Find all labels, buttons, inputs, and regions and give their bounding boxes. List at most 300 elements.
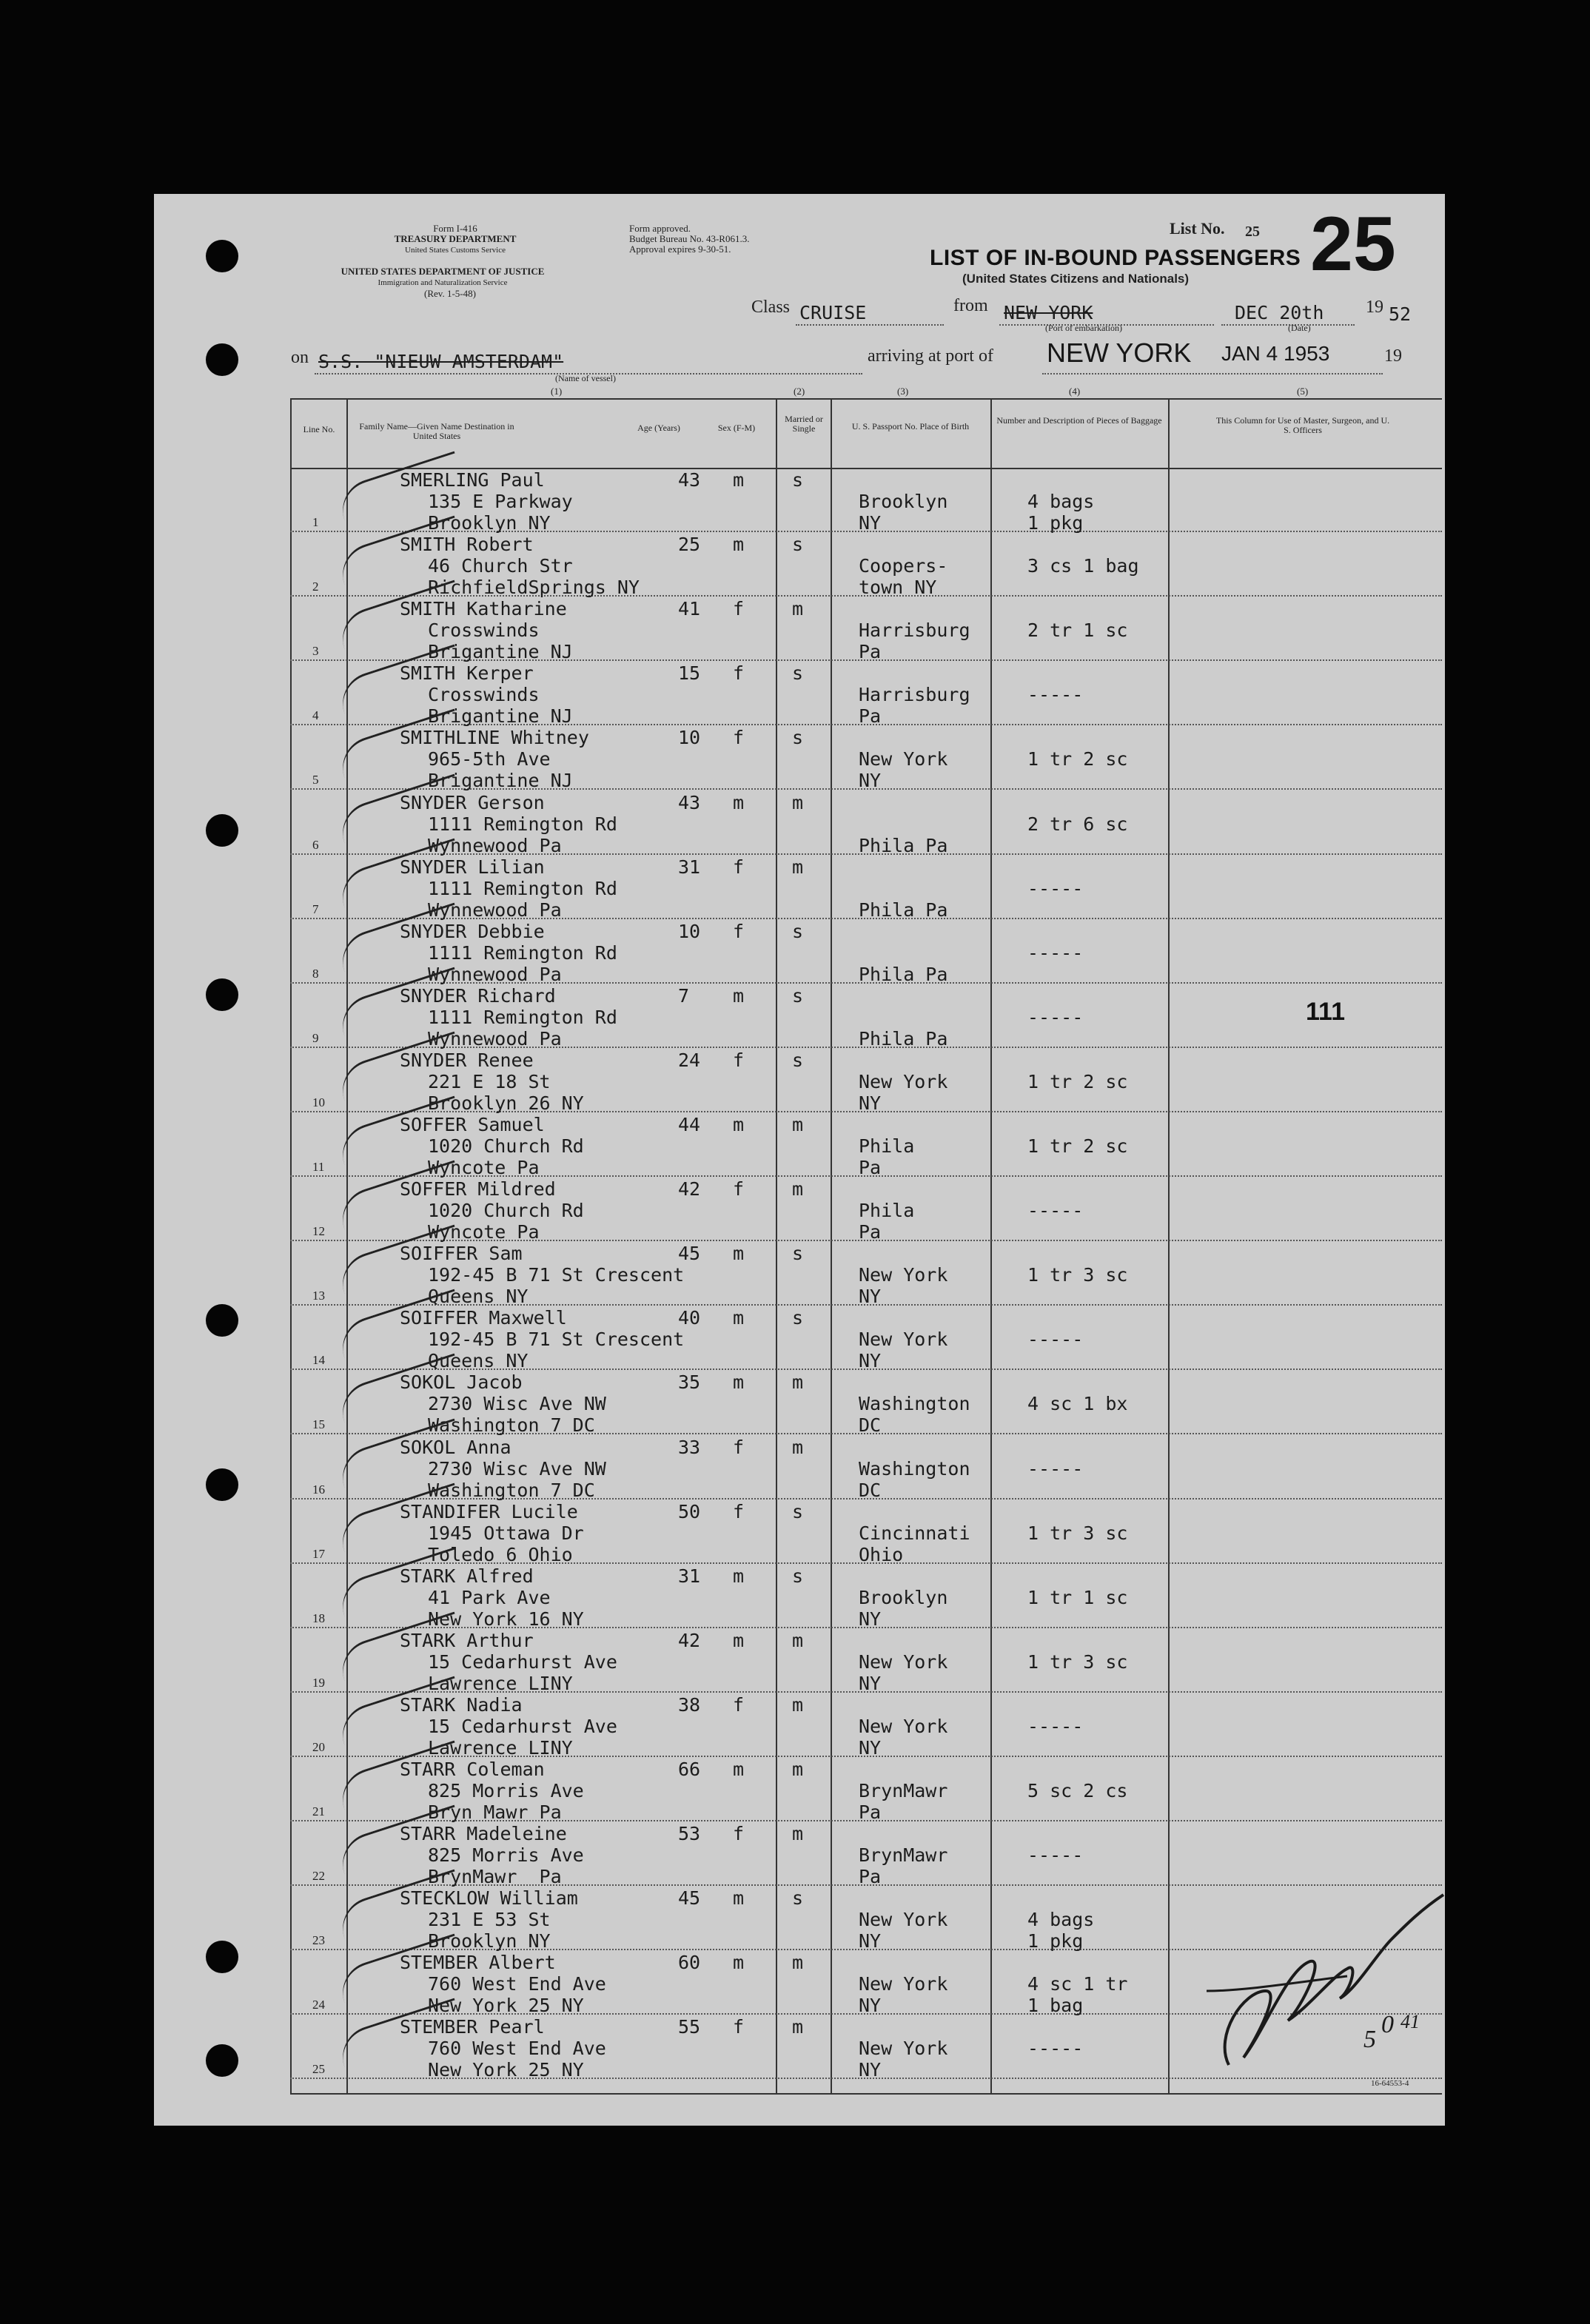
line-number: 20	[312, 1739, 325, 1754]
list-title: LIST OF IN-BOUND PASSENGERS	[930, 246, 1301, 270]
cell-ms: s	[792, 1049, 804, 1071]
cell-ms: m	[792, 598, 804, 620]
cell-g1: -----	[1027, 877, 1084, 899]
table-row	[290, 725, 1442, 790]
cell-sex: m	[733, 1887, 745, 1910]
justice-dept: UNITED STATES DEPARTMENT OF JUSTICE	[341, 266, 545, 277]
cell-ms: m	[792, 1759, 804, 1780]
table-row	[290, 597, 1442, 661]
cell-ms: s	[792, 727, 804, 749]
table-row	[290, 919, 1442, 984]
cell-b2: NY	[859, 1736, 882, 1759]
cell-addr2: Wynnewood Pa	[428, 1027, 562, 1050]
cell-addr2: Wynnewood Pa	[428, 899, 562, 921]
cell-g1: 2 tr 1 sc	[1027, 619, 1128, 642]
cell-ms: m	[792, 1436, 804, 1458]
cell-g1: 1 tr 3 sc	[1027, 1522, 1128, 1544]
table-row	[290, 1370, 1442, 1437]
cell-age: 38	[678, 1693, 701, 1716]
cell-addr1: 192-45 B 71 St Crescent	[428, 1329, 685, 1351]
year-prefix: 19	[1366, 298, 1383, 317]
cell-b1: New York	[859, 1973, 948, 1995]
line-number: 6	[312, 837, 319, 852]
cell-addr2: Wyncote Pa	[428, 1157, 540, 1178]
footer-code: 16-64553-4	[1371, 2079, 1409, 2088]
col-mark-1: (1)	[551, 386, 563, 397]
cell-sex: m	[733, 1952, 745, 1974]
cell-name: SOIFFER Maxwell	[400, 1307, 567, 1329]
cell-ms: m	[792, 1178, 804, 1200]
cell-b1: New York	[859, 2038, 948, 2060]
cell-b2: Phila Pa	[859, 1027, 948, 1050]
cell-b2: NY	[859, 1995, 882, 2017]
cell-addr2: Queens NY	[428, 1350, 529, 1372]
binder-hole	[206, 240, 238, 272]
cell-ms: s	[792, 534, 804, 556]
cell-addr1: 1945 Ottawa Dr	[428, 1522, 584, 1544]
cell-g1: -----	[1027, 1844, 1084, 1867]
cell-name: SNYDER Lilian	[400, 856, 545, 878]
year-value: 52	[1389, 303, 1412, 325]
cell-g1: 5 sc 2 cs	[1027, 1780, 1128, 1801]
cell-ms: m	[792, 1952, 804, 1974]
cell-age: 42	[678, 1178, 701, 1200]
table-row	[290, 1564, 1442, 1628]
cell-b2: NY	[859, 1672, 882, 1694]
cell-name: SMITH Kerper	[400, 662, 534, 685]
cell-ms: s	[792, 1565, 804, 1587]
cell-b2: NY	[859, 1092, 882, 1114]
cell-addr2: Lawrence LINY	[428, 1736, 573, 1759]
cell-age: 10	[678, 920, 701, 942]
cell-b1: Cincinnati	[859, 1522, 970, 1544]
cell-g1: 1 tr 3 sc	[1027, 1264, 1128, 1286]
cell-name: SMERLING Paul	[400, 469, 545, 491]
cell-b1: Brooklyn	[859, 491, 948, 512]
cell-addr2: Brigantine NJ	[428, 705, 573, 728]
cell-addr2: BrynMawr Pa	[428, 1866, 562, 1888]
cell-g1: -----	[1027, 941, 1084, 964]
cell-age: 43	[678, 791, 701, 813]
arriving-label: arriving at port of	[868, 346, 993, 366]
line-number: 11	[312, 1160, 325, 1174]
cell-name: SMITH Robert	[400, 534, 534, 556]
cell-name: STANDIFER Lucile	[400, 1500, 578, 1522]
inspector-signature	[1199, 1880, 1451, 2087]
cell-addr2: Bryn Mawr Pa	[428, 1801, 562, 1823]
cell-name: SOFFER Samuel	[400, 1114, 545, 1135]
cell-age: 35	[678, 1371, 701, 1394]
cell-addr1: 135 E Parkway	[428, 491, 573, 512]
cell-name: STARK Arthur	[400, 1629, 534, 1651]
line-number: 13	[312, 1289, 325, 1303]
from-value: NEW YORK	[1004, 302, 1093, 323]
cell-age: 31	[678, 856, 701, 878]
cell-addr1: 1020 Church Rd	[428, 1135, 584, 1157]
cell-addr1: Crosswinds	[428, 619, 540, 642]
cell-age: 66	[678, 1759, 701, 1780]
list-no-label: List No.	[1170, 219, 1225, 238]
col-header-age: Age (Years)	[637, 423, 680, 433]
cell-age: 53	[678, 1823, 701, 1845]
cell-name: SNYDER Renee	[400, 1049, 534, 1071]
line-number: 3	[312, 644, 319, 659]
class-label: Class	[751, 298, 791, 317]
cell-sex: f	[733, 598, 745, 620]
cell-addr1: 1111 Remington Rd	[428, 1006, 617, 1028]
cell-sex: m	[733, 1307, 745, 1329]
year-suffix: 19	[1384, 346, 1402, 366]
cell-age: 50	[678, 1500, 701, 1522]
cell-sex: f	[733, 1049, 745, 1071]
cell-g2: 1 bag	[1027, 1995, 1084, 2017]
approved-line3: Approval expires 9-30-51.	[629, 244, 731, 255]
cell-addr1: 965-5th Ave	[428, 748, 551, 770]
cell-b1: New York	[859, 1264, 948, 1286]
binder-hole	[206, 814, 238, 847]
line-number: 17	[312, 1546, 325, 1561]
cell-addr1: Crosswinds	[428, 684, 540, 706]
approved-line1: Form approved.	[629, 223, 691, 234]
cell-g1: 4 sc 1 tr	[1027, 1973, 1128, 1995]
line-number: 15	[312, 1417, 325, 1432]
approved-line2: Budget Bureau No. 43-R061.3.	[629, 233, 750, 244]
cell-b1: BrynMawr	[859, 1780, 948, 1801]
line-number: 25	[312, 2062, 325, 2077]
cell-name: STARK Alfred	[400, 1565, 534, 1587]
vessel-note: (Name of vessel)	[555, 373, 616, 383]
cell-ms: m	[792, 1693, 804, 1716]
cell-sex: f	[733, 662, 745, 685]
list-no-big: 25	[1310, 201, 1396, 287]
cell-addr1: 2730 Wisc Ave NW	[428, 1457, 606, 1480]
cell-b1: Brooklyn	[859, 1586, 948, 1608]
cell-b2: town NY	[859, 577, 937, 599]
on-label: on	[291, 348, 309, 367]
col-mark-5: (5)	[1297, 386, 1309, 397]
table-row	[290, 1821, 1442, 1886]
cell-addr2: Washington 7 DC	[428, 1414, 595, 1437]
binder-hole	[206, 343, 238, 376]
cell-addr2: RichfieldSprings NY	[428, 577, 640, 599]
cell-ms: m	[792, 1114, 804, 1135]
cell-b2: DC	[859, 1414, 882, 1437]
cell-sex: m	[733, 534, 745, 556]
cell-addr2: New York 25 NY	[428, 1995, 584, 2017]
cell-b2: NY	[859, 1350, 882, 1372]
table-row	[290, 1435, 1442, 1499]
cell-b2: Phila Pa	[859, 834, 948, 856]
cell-name: STARR Madeleine	[400, 1823, 567, 1845]
cell-b1: Harrisburg	[859, 619, 970, 642]
cell-ms: s	[792, 469, 804, 491]
cell-age: 25	[678, 534, 701, 556]
col-header-married: Married or Single	[785, 414, 823, 434]
cell-addr2: Toledo 6 Ohio	[428, 1543, 573, 1565]
cell-age: 60	[678, 1952, 701, 1974]
table-row	[290, 1693, 1442, 1757]
customs-service: United States Customs Service	[405, 246, 506, 255]
svg-text:41: 41	[1401, 2011, 1420, 2032]
cell-sex: m	[733, 1371, 745, 1394]
col-header-officers: This Column for Use of Master, Surgeon, and U. S. Officers	[1215, 415, 1390, 435]
cell-addr1: 1020 Church Rd	[428, 1200, 584, 1222]
arrival-port-stamp: NEW YORK	[1047, 337, 1192, 368]
cell-b2: Phila Pa	[859, 963, 948, 985]
cell-sex: m	[733, 1565, 745, 1587]
line-number: 8	[312, 966, 319, 981]
cell-g1: -----	[1027, 1329, 1084, 1351]
line-number: 7	[312, 901, 319, 916]
cell-ms: s	[792, 1307, 804, 1329]
cell-b2: DC	[859, 1479, 882, 1501]
cell-addr2: Queens NY	[428, 1286, 529, 1308]
cell-sex: f	[733, 920, 745, 942]
cell-b2: NY	[859, 770, 882, 792]
cell-age: 45	[678, 1243, 701, 1265]
cell-g1: -----	[1027, 684, 1084, 706]
col-header-baggage: Number and Description of Pieces of Baggage	[996, 415, 1162, 426]
cell-b2: NY	[859, 1286, 882, 1308]
cell-age: 15	[678, 662, 701, 685]
from-label: from	[953, 296, 988, 315]
cell-ms: m	[792, 1629, 804, 1651]
table-row	[290, 984, 1442, 1048]
cell-addr1: 221 E 18 St	[428, 1070, 551, 1092]
cell-b1: Phila	[859, 1135, 915, 1157]
cell-b1: New York	[859, 1650, 948, 1673]
cell-age: 40	[678, 1307, 701, 1329]
cell-age: 43	[678, 469, 701, 491]
cell-name: SMITH Katharine	[400, 598, 567, 620]
arrival-date-stamp: JAN 4 1953	[1221, 342, 1330, 365]
cell-sex: f	[733, 1500, 745, 1522]
cell-b1: BrynMawr	[859, 1844, 948, 1867]
col-header-birth: U. S. Passport No. Place of Birth	[851, 421, 970, 431]
cell-sex: m	[733, 984, 745, 1007]
cell-g1: 1 tr 2 sc	[1027, 1135, 1128, 1157]
cell-name: STEMBER Albert	[400, 1952, 556, 1974]
cell-name: SNYDER Richard	[400, 984, 556, 1007]
cell-g1: -----	[1027, 1715, 1084, 1737]
cell-addr1: 1111 Remington Rd	[428, 941, 617, 964]
cell-sex: m	[733, 1114, 745, 1135]
cell-name: STARK Nadia	[400, 1693, 523, 1716]
cell-name: STEMBER Pearl	[400, 2016, 545, 2038]
cell-b2: Pa	[859, 1801, 882, 1823]
cell-b2: Pa	[859, 1157, 882, 1178]
cell-b2: Pa	[859, 705, 882, 728]
cell-addr1: 15 Cedarhurst Ave	[428, 1650, 617, 1673]
cell-ms: s	[792, 1500, 804, 1522]
cell-sex: f	[733, 1693, 745, 1716]
line-number: 1	[312, 515, 319, 529]
cell-b1: Harrisburg	[859, 684, 970, 706]
list-subtitle: (United States Citizens and Nationals)	[962, 272, 1190, 286]
cell-addr1: 192-45 B 71 St Crescent	[428, 1264, 685, 1286]
cell-g2: 1 pkg	[1027, 1930, 1084, 1952]
line-number: 22	[312, 1869, 325, 1884]
cell-addr1: 760 West End Ave	[428, 1973, 606, 1995]
table-row	[290, 661, 1442, 728]
cell-g1: 2 tr 6 sc	[1027, 813, 1128, 835]
cell-addr1: 231 E 53 St	[428, 1909, 551, 1931]
cell-ms: m	[792, 2016, 804, 2038]
cell-ms: m	[792, 1823, 804, 1845]
cell-sex: f	[733, 1823, 745, 1845]
line-number: 9	[312, 1030, 319, 1045]
line-number: 21	[312, 1804, 325, 1818]
cell-g1: 1 tr 1 sc	[1027, 1586, 1128, 1608]
cell-name: SOFFER Mildred	[400, 1178, 556, 1200]
line-number: 18	[312, 1611, 325, 1625]
port-embarkation-note: (Port of embarkation)	[1045, 323, 1122, 333]
cell-b2: Pa	[859, 1221, 882, 1243]
table-row	[290, 1241, 1442, 1306]
cell-addr2: Brigantine NJ	[428, 770, 573, 792]
cell-sex: m	[733, 1629, 745, 1651]
ins-service: Immigration and Naturalization Service	[378, 278, 508, 287]
cell-age: 44	[678, 1114, 701, 1135]
table-row	[290, 855, 1442, 919]
cell-age: 41	[678, 598, 701, 620]
cell-age: 42	[678, 1629, 701, 1651]
cell-addr1: 2730 Wisc Ave NW	[428, 1393, 606, 1415]
cell-ms: m	[792, 791, 804, 813]
cell-b1: Washington	[859, 1457, 970, 1480]
binder-hole	[206, 978, 238, 1011]
cell-addr1: 41 Park Ave	[428, 1586, 551, 1608]
cell-b2: Ohio	[859, 1543, 904, 1565]
cell-age: 7	[678, 984, 690, 1007]
cell-name: SOKOL Jacob	[400, 1371, 523, 1394]
cell-addr2: New York 25 NY	[428, 2059, 584, 2081]
cell-g1: 4 sc 1 bx	[1027, 1393, 1128, 1415]
cell-name: STARR Coleman	[400, 1759, 545, 1780]
line-number: 12	[312, 1224, 325, 1239]
cell-g1: 4 bags	[1027, 491, 1095, 512]
col-mark-2: (2)	[794, 386, 805, 397]
cell-addr1: 825 Morris Ave	[428, 1780, 584, 1801]
cell-addr2: Wynnewood Pa	[428, 834, 562, 856]
binder-hole	[206, 1468, 238, 1501]
svg-text:5: 5	[1363, 2026, 1376, 2053]
table-row	[290, 1628, 1442, 1693]
cell-name: SNYDER Debbie	[400, 920, 545, 942]
vessel-name: S.S. "NIEUW AMSTERDAM"	[318, 351, 564, 372]
cell-ms: s	[792, 984, 804, 1007]
col-mark-3: (3)	[897, 386, 909, 397]
cell-ms: s	[792, 1243, 804, 1265]
officer-note-number: 111	[1306, 998, 1345, 1026]
cell-b2: NY	[859, 1930, 882, 1952]
cell-name: STECKLOW William	[400, 1887, 578, 1910]
cell-g1: 4 bags	[1027, 1909, 1095, 1931]
line-number: 19	[312, 1675, 325, 1690]
cell-sex: f	[733, 727, 745, 749]
cell-b2: Pa	[859, 1866, 882, 1888]
line-number: 24	[312, 1998, 325, 2012]
cell-g1: -----	[1027, 2038, 1084, 2060]
cell-ms: s	[792, 1887, 804, 1910]
col-header-sex: Sex (F-M)	[717, 423, 756, 433]
binder-hole	[206, 2044, 238, 2077]
cell-b2: NY	[859, 512, 882, 534]
form-number: Form I-416	[433, 223, 477, 234]
cell-age: 33	[678, 1436, 701, 1458]
cell-addr1: 46 Church Str	[428, 555, 573, 577]
table-row	[290, 1499, 1442, 1564]
cell-sex: f	[733, 856, 745, 878]
table-row	[290, 1112, 1442, 1177]
cell-b2: NY	[859, 2059, 882, 2081]
date-note: (Date)	[1288, 323, 1311, 333]
col-header-name: Family Name—Given Name Destination in United States	[359, 421, 514, 441]
table-row	[290, 1048, 1442, 1112]
cell-ms: s	[792, 662, 804, 685]
cell-b2: NY	[859, 1608, 882, 1630]
cell-b1: New York	[859, 1715, 948, 1737]
cell-addr2: Brooklyn NY	[428, 512, 551, 534]
col-header-line-no: Line No.	[303, 424, 335, 434]
treasury-dept: TREASURY DEPARTMENT	[394, 233, 517, 244]
line-number: 14	[312, 1353, 325, 1368]
cell-addr2: Brigantine NJ	[428, 641, 573, 663]
cell-age: 24	[678, 1049, 701, 1071]
cell-ms: m	[792, 1371, 804, 1394]
cell-addr2: Lawrence LINY	[428, 1672, 573, 1694]
cell-name: SMITHLINE Whitney	[400, 727, 589, 749]
table-row	[290, 532, 1442, 597]
cell-addr1: 760 West End Ave	[428, 2038, 606, 2060]
line-number: 10	[312, 1095, 325, 1109]
cell-name: SNYDER Gerson	[400, 791, 545, 813]
cell-g1: 1 tr 2 sc	[1027, 748, 1128, 770]
line-number: 23	[312, 1933, 325, 1948]
cell-addr2: Brooklyn NY	[428, 1930, 551, 1952]
cell-addr1: 1111 Remington Rd	[428, 813, 617, 835]
cell-name: SOIFFER Sam	[400, 1243, 523, 1265]
cell-sex: f	[733, 2016, 745, 2038]
cell-b2: Pa	[859, 641, 882, 663]
cell-addr2: New York 16 NY	[428, 1608, 584, 1630]
cell-age: 55	[678, 2016, 701, 2038]
cell-g1: -----	[1027, 1200, 1084, 1222]
line-number: 4	[312, 708, 319, 723]
cell-g1: 3 cs 1 bag	[1027, 555, 1139, 577]
cell-sex: f	[733, 1178, 745, 1200]
cell-addr1: 825 Morris Ave	[428, 1844, 584, 1867]
cell-b1: New York	[859, 1070, 948, 1092]
cell-g1: -----	[1027, 1457, 1084, 1480]
cell-ms: s	[792, 920, 804, 942]
line-number: 16	[312, 1482, 325, 1497]
table-row	[290, 1757, 1442, 1821]
cell-b1: Phila	[859, 1200, 915, 1222]
revision: (Rev. 1-5-48)	[424, 288, 476, 299]
cell-age: 10	[678, 727, 701, 749]
cell-addr2: Brooklyn 26 NY	[428, 1092, 584, 1114]
cell-g1: -----	[1027, 1006, 1084, 1028]
cell-g1: 1 tr 2 sc	[1027, 1070, 1128, 1092]
cell-addr1: 15 Cedarhurst Ave	[428, 1715, 617, 1737]
svg-text:0: 0	[1381, 2011, 1394, 2038]
cell-age: 45	[678, 1887, 701, 1910]
cell-addr1: 1111 Remington Rd	[428, 877, 617, 899]
cell-b1: New York	[859, 748, 948, 770]
line-number: 5	[312, 773, 319, 787]
cell-sex: m	[733, 1759, 745, 1780]
